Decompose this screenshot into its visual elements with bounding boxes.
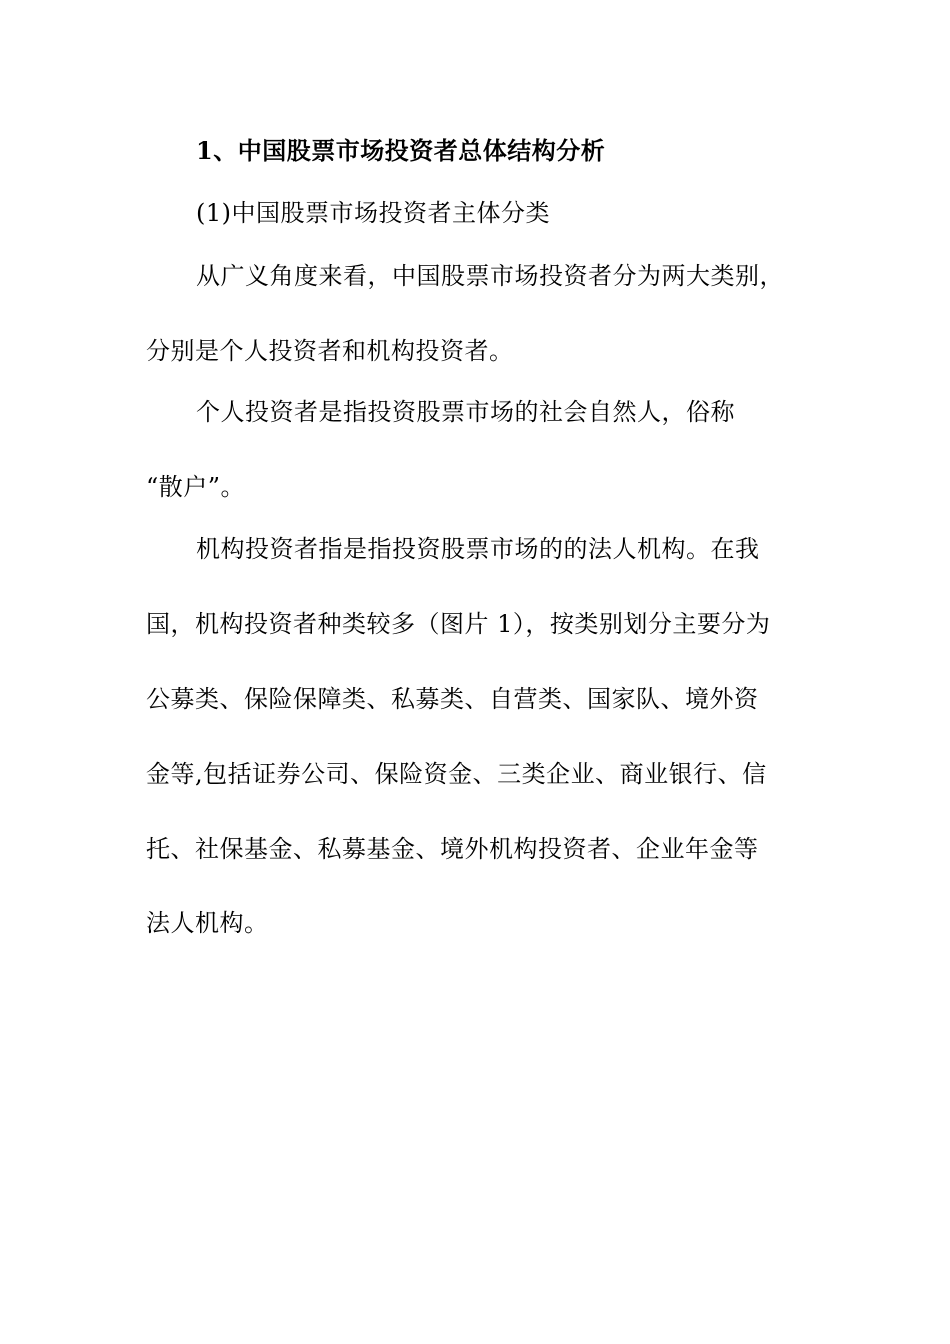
paragraph-1-line-1: 从广义角度来看，中国股票市场投资者分为两大类别，: [196, 262, 784, 290]
paragraph-2-line-2: “散户”。: [146, 473, 246, 501]
paragraph-3-line-4: 金等,包括证券公司、保险资金、三类企业、商业银行、信: [146, 760, 767, 788]
subsection-heading: (1)中国股票市场投资者主体分类: [196, 199, 550, 227]
paragraph-3-line-2: 国，机构投资者种类较多（图片 1），按类别划分主要分为: [146, 610, 771, 638]
paragraph-1-line-2: 分别是个人投资者和机构投资者。: [146, 337, 514, 365]
paragraph-3-line-3: 公募类、保险保障类、私募类、自营类、国家队、境外资: [146, 685, 759, 713]
paragraph-2-line-1: 个人投资者是指投资股票市场的社会自然人，俗称: [196, 398, 735, 426]
section-heading: 1、中国股票市场投资者总体结构分析: [196, 136, 606, 165]
paragraph-3-line-5: 托、社保基金、私募基金、境外机构投资者、企业年金等: [146, 835, 759, 863]
paragraph-3-line-1: 机构投资者指是指投资股票市场的的法人机构。在我: [196, 535, 760, 563]
paragraph-3-line-6: 法人机构。: [146, 909, 269, 937]
